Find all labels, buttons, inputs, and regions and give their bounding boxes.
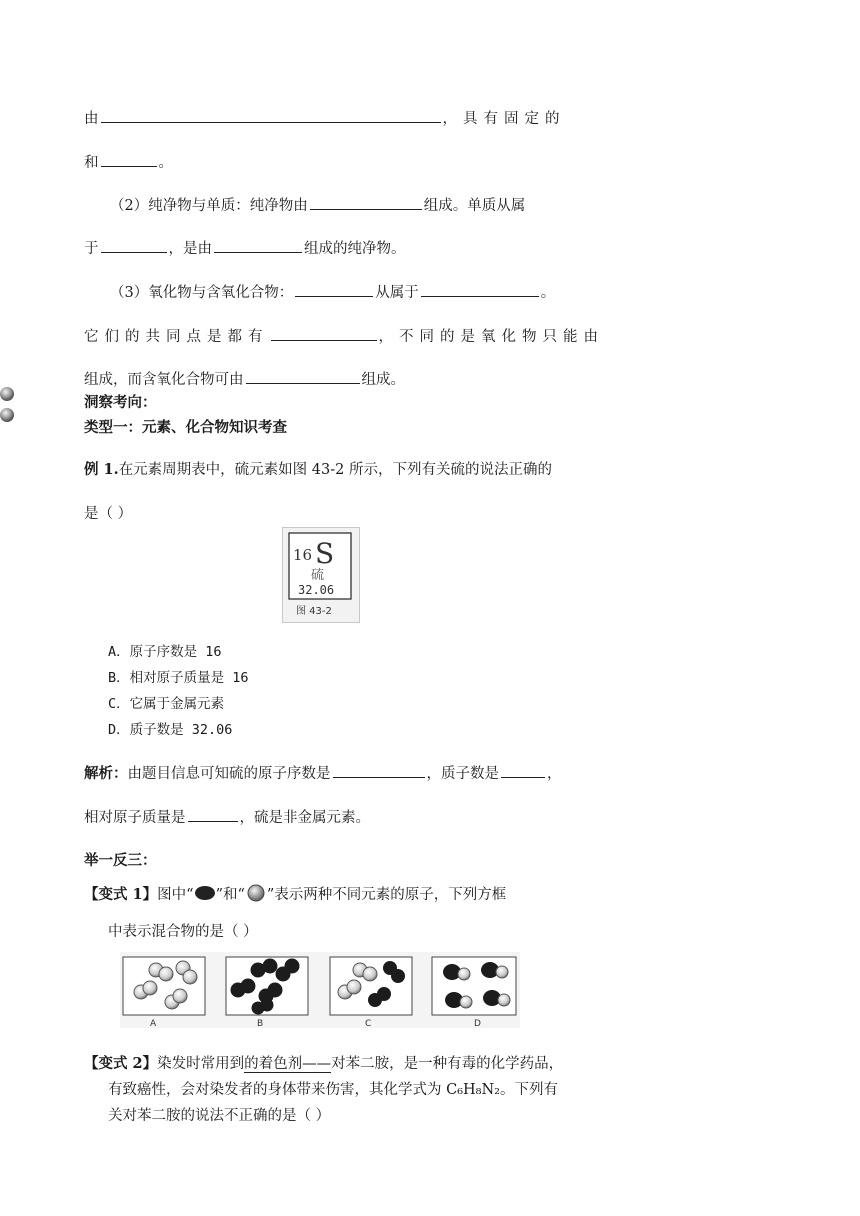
mixture-options-figure xyxy=(120,952,520,1028)
option-label-a: A xyxy=(150,1019,157,1028)
option-label-d: D xyxy=(474,1019,481,1028)
text-line-5 xyxy=(110,281,555,302)
text-segment: 在元素周期表中，硫元素如图 43-2 所示，下列有关硫的说法正确的 xyxy=(118,462,552,478)
variant-2-line-3: 关对苯二胺的说法不正确的是（ ） xyxy=(108,1108,331,1124)
fill-blank xyxy=(421,282,539,297)
binding-hole-icon xyxy=(0,387,14,401)
text-segment: 从属于 xyxy=(375,285,419,301)
heading-practice: 举一反三： xyxy=(84,852,157,869)
text-segment: ”和“ xyxy=(215,887,245,903)
option-a: A．原子序数是 16 xyxy=(108,644,222,660)
element-atomic-number: 16 xyxy=(293,546,313,564)
text-segment: ，硫是非金属元素。 xyxy=(239,810,370,826)
element-symbol: S xyxy=(315,537,335,570)
text-line-7 xyxy=(84,368,405,389)
text-segment: ”表示两种不同元素的原子，下列方框 xyxy=(266,887,507,903)
text-segment: ， xyxy=(547,766,562,782)
fill-blank xyxy=(101,108,441,123)
variant-1-line-2: 中表示混合物的是（ ） xyxy=(108,924,258,940)
variant-label: 【变式 1】 xyxy=(84,886,158,903)
variant-label: 【变式 2】 xyxy=(84,1055,158,1072)
fill-blank xyxy=(333,763,425,778)
text-segment: 图中“ xyxy=(157,887,194,903)
analysis-line-1 xyxy=(84,762,562,783)
option-d: D．质子数是 32.06 xyxy=(108,722,233,738)
analysis-line-2 xyxy=(84,806,370,827)
option-label-c: C xyxy=(365,1019,372,1028)
text-segment: ，质子数是 xyxy=(426,766,499,782)
element-name: 硫 xyxy=(311,568,325,583)
dark-atom-icon xyxy=(194,885,216,901)
variant-1-line-1 xyxy=(84,883,506,904)
text-segment: （2）纯净物与单质：纯净物由 xyxy=(110,198,308,214)
text-line-2 xyxy=(84,151,173,172)
text-segment: 于 xyxy=(84,241,99,257)
fill-blank xyxy=(188,807,238,822)
fill-blank xyxy=(101,152,157,167)
text-line-6 xyxy=(84,325,604,346)
fill-blank xyxy=(101,238,167,253)
text-segment: 。 xyxy=(540,285,556,301)
light-atom-icon xyxy=(245,884,267,902)
text-segment: 由题目信息可知硫的原子序数是 xyxy=(127,766,331,782)
text-segment: 染发时常用到 xyxy=(157,1056,245,1072)
text-segment: 相对原子质量是 xyxy=(84,810,186,826)
text-segment: 由 xyxy=(84,111,99,127)
fill-blank xyxy=(310,195,422,210)
fill-blank xyxy=(271,326,377,341)
text-segment: 组成，而含氧化合物可由 xyxy=(84,372,244,388)
text-segment: 它们的共同点是都有 xyxy=(84,329,269,345)
heading-type-one: 类型一：元素、化合物知识考查 xyxy=(84,419,287,436)
sulfur-element-card xyxy=(282,527,360,623)
text-segment: 对苯二胺，是一种有毒的化学药品， xyxy=(331,1056,564,1072)
figure-caption: 图 43-2 xyxy=(296,606,332,617)
variant-2-line-1 xyxy=(84,1052,563,1073)
analysis-label: 解析： xyxy=(84,765,128,782)
fill-blank xyxy=(501,763,545,778)
heading-insight: 洞察考向： xyxy=(84,394,157,411)
option-box-a xyxy=(123,957,205,1015)
example-label: 例 1. xyxy=(84,461,119,478)
binding-hole-icon xyxy=(0,408,14,422)
text-segment: ，是由 xyxy=(168,241,212,257)
example-1-question-cont: 是（ ） xyxy=(84,506,133,522)
text-segment: ，具有固定的 xyxy=(442,111,566,127)
text-line-1 xyxy=(84,107,566,128)
example-1-question xyxy=(84,458,552,479)
text-line-3 xyxy=(110,194,525,215)
fill-blank xyxy=(214,238,302,253)
fill-blank xyxy=(295,282,373,297)
option-b: B．相对原子质量是 16 xyxy=(108,670,249,686)
element-mass: 32.06 xyxy=(298,583,335,597)
text-segment: 组成。单质从属 xyxy=(423,198,526,214)
text-segment: 和 xyxy=(84,155,99,171)
text-segment: 组成的纯净物。 xyxy=(304,241,406,257)
text-segment: 组成。 xyxy=(361,372,405,388)
option-c: C．它属于金属元素 xyxy=(108,696,225,712)
variant-2-line-2: 有致癌性，会对染发者的身体带来伤害，其化学式为 C₆H₈N₂。下列有 xyxy=(108,1082,558,1098)
text-segment: 的着色剂—— xyxy=(244,1056,332,1072)
text-segment: 。 xyxy=(158,155,173,171)
text-line-4 xyxy=(84,237,406,258)
margin-binding-holes xyxy=(0,385,16,425)
text-segment: （3）氧化物与含氧化合物： xyxy=(110,285,294,301)
option-label-b: B xyxy=(257,1019,264,1028)
fill-blank xyxy=(246,369,360,384)
text-segment: ，不同的是氧化物只能由 xyxy=(378,329,604,345)
